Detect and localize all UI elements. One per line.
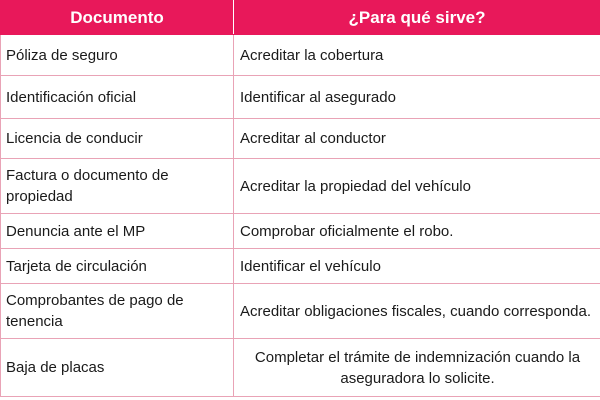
documento-cell: Denuncia ante el MP [1, 214, 234, 249]
documento-cell: Factura o documento de propiedad [1, 159, 234, 214]
para-que-sirve-cell: Acreditar al conductor [234, 119, 600, 159]
para-que-sirve-cell: Acreditar la propiedad del vehículo [234, 159, 600, 214]
table-row [1, 284, 600, 339]
table-row [1, 214, 600, 249]
para-que-sirve-cell: Comprobar oficialmente el robo. [234, 214, 600, 249]
header-para-que-sirve: ¿Para qué sirve? [234, 1, 600, 35]
table-row [1, 35, 600, 76]
table-row [1, 339, 600, 397]
table-row [1, 159, 600, 214]
para-que-sirve-cell: Acreditar obligaciones fiscales, cuando corresponda. [234, 284, 600, 339]
para-que-sirve-cell: Identificar el vehículo [234, 249, 600, 284]
table-row [1, 119, 600, 159]
header-documento: Documento [1, 1, 234, 35]
para-que-sirve-cell: Acreditar la cobertura [234, 35, 600, 76]
table-row [1, 249, 600, 284]
documento-cell: Póliza de seguro [1, 35, 234, 76]
para-que-sirve-cell: Completar el trámite de indemnización cuando la aseguradora lo solicite. [234, 339, 600, 397]
documento-cell: Licencia de conducir [1, 119, 234, 159]
table-row [1, 76, 600, 119]
para-que-sirve-cell: Identificar al asegurado [234, 76, 600, 119]
documento-cell: Tarjeta de circulación [1, 249, 234, 284]
documento-cell: Comprobantes de pago de tenencia [1, 284, 234, 339]
documento-cell: Identificación oficial [1, 76, 234, 119]
table-header-row [1, 1, 600, 35]
documento-cell: Baja de placas [1, 339, 234, 397]
